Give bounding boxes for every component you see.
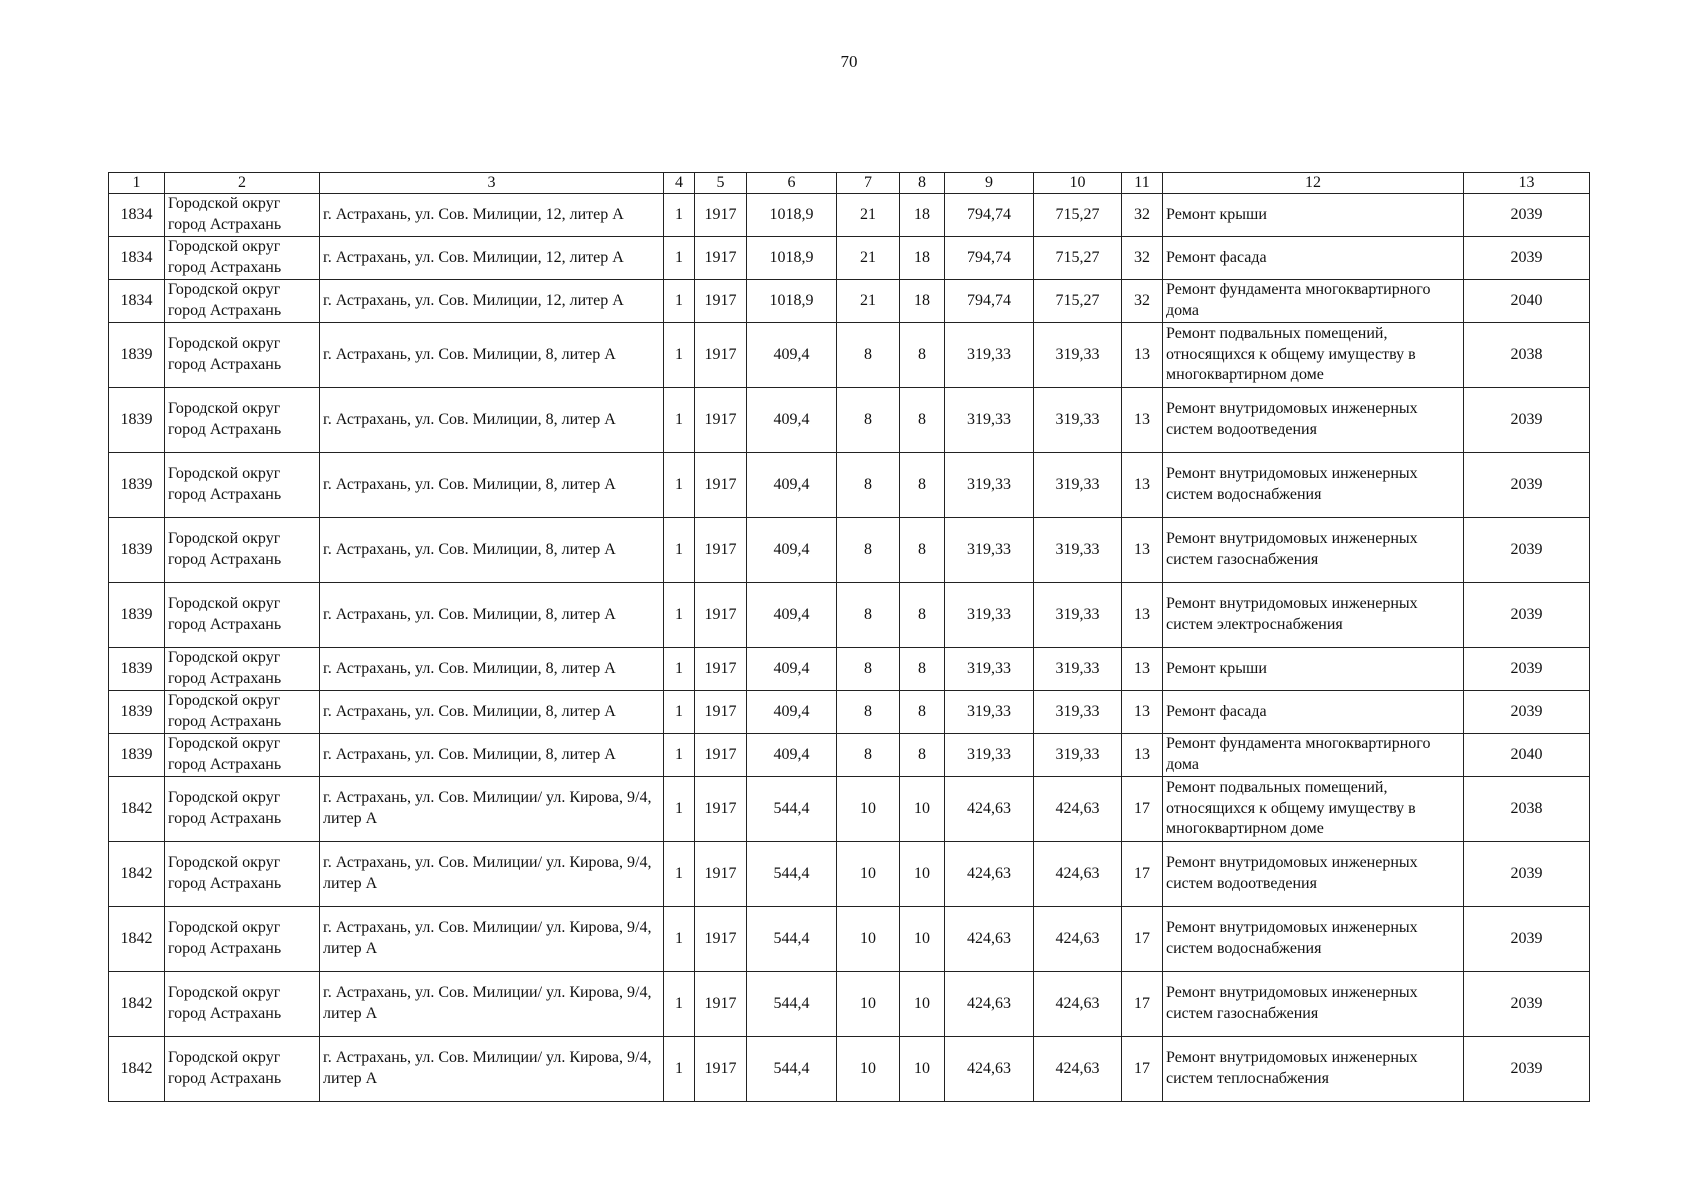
column-header: 9 xyxy=(945,173,1034,194)
table-cell: 1839 xyxy=(109,583,165,648)
data-table xyxy=(108,172,1590,1102)
table-cell: 409,4 xyxy=(747,388,837,453)
table-cell: 8 xyxy=(837,323,900,388)
table-cell: Ремонт внутридомовых инженерных систем водоснабжения xyxy=(1163,453,1464,518)
table-cell: 21 xyxy=(837,237,900,280)
table-cell: 8 xyxy=(837,583,900,648)
table-cell: 13 xyxy=(1122,691,1163,734)
column-header: 12 xyxy=(1163,173,1464,194)
table-cell: 2039 xyxy=(1464,388,1590,453)
table-cell: 1842 xyxy=(109,907,165,972)
table-cell: г. Астрахань, ул. Сов. Милиции, 12, литер А xyxy=(320,280,664,323)
table-cell: 1839 xyxy=(109,388,165,453)
table-cell: 1839 xyxy=(109,691,165,734)
table-cell: 1 xyxy=(664,907,695,972)
table-cell: 1917 xyxy=(695,583,747,648)
table-cell: 10 xyxy=(900,1037,945,1102)
table-cell: 424,63 xyxy=(945,907,1034,972)
table-cell: 424,63 xyxy=(1034,842,1122,907)
table-cell: 1834 xyxy=(109,280,165,323)
table-cell: 794,74 xyxy=(945,194,1034,237)
table-cell: 1842 xyxy=(109,777,165,842)
table-cell: 544,4 xyxy=(747,777,837,842)
table-cell: Ремонт подвальных помещений, относящихся к общему имуществу в многоквартирном доме xyxy=(1163,777,1464,842)
table-cell: 319,33 xyxy=(1034,388,1122,453)
table-cell: 1917 xyxy=(695,734,747,777)
table-row xyxy=(109,907,1590,972)
column-header: 8 xyxy=(900,173,945,194)
table-cell: 409,4 xyxy=(747,323,837,388)
table-cell: 715,27 xyxy=(1034,194,1122,237)
table-cell: 2040 xyxy=(1464,280,1590,323)
table-row xyxy=(109,972,1590,1037)
table-row xyxy=(109,648,1590,691)
table-cell: 8 xyxy=(837,691,900,734)
table-cell: г. Астрахань, ул. Сов. Милиции, 12, литер А xyxy=(320,237,664,280)
table-cell: 13 xyxy=(1122,648,1163,691)
table-cell: 10 xyxy=(837,1037,900,1102)
table-cell: 13 xyxy=(1122,734,1163,777)
table-cell: 1018,9 xyxy=(747,237,837,280)
table-cell: г. Астрахань, ул. Сов. Милиции, 8, литер А xyxy=(320,518,664,583)
table-cell: 424,63 xyxy=(1034,907,1122,972)
table-cell: 10 xyxy=(900,907,945,972)
table-cell: 1917 xyxy=(695,194,747,237)
table-cell: 1 xyxy=(664,972,695,1037)
column-header: 2 xyxy=(165,173,320,194)
table-cell: г. Астрахань, ул. Сов. Милиции, 8, литер А xyxy=(320,323,664,388)
table-cell: Городской округ город Астрахань xyxy=(165,194,320,237)
table-cell: 17 xyxy=(1122,1037,1163,1102)
table-cell: 18 xyxy=(900,194,945,237)
table-cell: 1 xyxy=(664,1037,695,1102)
table-cell: 1 xyxy=(664,734,695,777)
table-cell: 13 xyxy=(1122,518,1163,583)
table-header xyxy=(109,173,1590,194)
table-cell: 1917 xyxy=(695,1037,747,1102)
table-cell: 1842 xyxy=(109,1037,165,1102)
table-cell: 10 xyxy=(900,842,945,907)
table-cell: 1917 xyxy=(695,388,747,453)
table-cell: 1 xyxy=(664,388,695,453)
table-cell: 319,33 xyxy=(1034,323,1122,388)
table-cell: г. Астрахань, ул. Сов. Милиции, 8, литер А xyxy=(320,648,664,691)
table-cell: Ремонт крыши xyxy=(1163,194,1464,237)
table-cell: Ремонт внутридомовых инженерных систем водоотведения xyxy=(1163,388,1464,453)
table-cell: 2039 xyxy=(1464,237,1590,280)
table-cell: 1 xyxy=(664,842,695,907)
table-cell: 8 xyxy=(900,734,945,777)
table-cell: 8 xyxy=(900,648,945,691)
table-cell: 8 xyxy=(837,734,900,777)
table-row xyxy=(109,323,1590,388)
table-cell: Городской округ город Астрахань xyxy=(165,734,320,777)
table-cell: 319,33 xyxy=(945,691,1034,734)
table-cell: 319,33 xyxy=(1034,518,1122,583)
table-cell: 10 xyxy=(900,972,945,1037)
table-cell: 2039 xyxy=(1464,691,1590,734)
column-header: 3 xyxy=(320,173,664,194)
table-cell: 8 xyxy=(837,453,900,518)
table-cell: Ремонт крыши xyxy=(1163,648,1464,691)
header-row xyxy=(109,173,1590,194)
table-cell: г. Астрахань, ул. Сов. Милиции/ ул. Кирова, 9/4, литер А xyxy=(320,842,664,907)
table-cell: 1917 xyxy=(695,972,747,1037)
table-cell: 2039 xyxy=(1464,648,1590,691)
column-header: 5 xyxy=(695,173,747,194)
table-cell: 1917 xyxy=(695,280,747,323)
table-cell: 319,33 xyxy=(945,388,1034,453)
table-cell: Ремонт внутридомовых инженерных систем теплоснабжения xyxy=(1163,1037,1464,1102)
table-cell: 1839 xyxy=(109,453,165,518)
table-cell: 1 xyxy=(664,777,695,842)
table-cell: 10 xyxy=(837,907,900,972)
table-cell: 13 xyxy=(1122,323,1163,388)
table-cell: 1 xyxy=(664,323,695,388)
table-row xyxy=(109,237,1590,280)
table-cell: 424,63 xyxy=(945,842,1034,907)
table-cell: 794,74 xyxy=(945,280,1034,323)
table-cell: г. Астрахань, ул. Сов. Милиции, 8, литер А xyxy=(320,734,664,777)
column-header: 1 xyxy=(109,173,165,194)
table-cell: 409,4 xyxy=(747,518,837,583)
table-cell: Городской округ город Астрахань xyxy=(165,583,320,648)
table-cell: Ремонт подвальных помещений, относящихся к общему имуществу в многоквартирном доме xyxy=(1163,323,1464,388)
table-cell: 17 xyxy=(1122,972,1163,1037)
table-cell: 2039 xyxy=(1464,907,1590,972)
table-cell: 1917 xyxy=(695,842,747,907)
table-cell: Городской округ город Астрахань xyxy=(165,691,320,734)
table-cell: 319,33 xyxy=(1034,583,1122,648)
table-cell: 13 xyxy=(1122,388,1163,453)
column-header: 13 xyxy=(1464,173,1590,194)
table-cell: 17 xyxy=(1122,907,1163,972)
table-cell: 10 xyxy=(900,777,945,842)
table-row xyxy=(109,388,1590,453)
table-cell: Ремонт внутридомовых инженерных систем газоснабжения xyxy=(1163,972,1464,1037)
table-cell: 409,4 xyxy=(747,583,837,648)
table-cell: 8 xyxy=(900,388,945,453)
table-cell: Городской округ город Астрахань xyxy=(165,237,320,280)
column-header: 7 xyxy=(837,173,900,194)
table-body xyxy=(109,194,1590,1102)
table-cell: 319,33 xyxy=(945,323,1034,388)
table-cell: г. Астрахань, ул. Сов. Милиции/ ул. Кирова, 9/4, литер А xyxy=(320,777,664,842)
table-cell: г. Астрахань, ул. Сов. Милиции, 12, литер А xyxy=(320,194,664,237)
table-cell: 1842 xyxy=(109,842,165,907)
table-cell: 1834 xyxy=(109,237,165,280)
table-cell: 319,33 xyxy=(945,648,1034,691)
table-cell: 1839 xyxy=(109,323,165,388)
table-cell: 409,4 xyxy=(747,734,837,777)
table-cell: 544,4 xyxy=(747,972,837,1037)
table-cell: 10 xyxy=(837,842,900,907)
table-cell: 319,33 xyxy=(1034,453,1122,518)
table-cell: г. Астрахань, ул. Сов. Милиции, 8, литер А xyxy=(320,583,664,648)
table-cell: Городской округ город Астрахань xyxy=(165,648,320,691)
table-cell: 1834 xyxy=(109,194,165,237)
table-cell: 1917 xyxy=(695,323,747,388)
table-cell: 2038 xyxy=(1464,323,1590,388)
table-cell: 8 xyxy=(900,518,945,583)
table-cell: г. Астрахань, ул. Сов. Милиции/ ул. Кирова, 9/4, литер А xyxy=(320,907,664,972)
table-row xyxy=(109,734,1590,777)
table-row xyxy=(109,691,1590,734)
table-cell: 1917 xyxy=(695,777,747,842)
table-cell: 715,27 xyxy=(1034,280,1122,323)
table-cell: г. Астрахань, ул. Сов. Милиции/ ул. Кирова, 9/4, литер А xyxy=(320,1037,664,1102)
table-cell: 319,33 xyxy=(945,453,1034,518)
table-cell: г. Астрахань, ул. Сов. Милиции, 8, литер А xyxy=(320,691,664,734)
table-cell: 319,33 xyxy=(1034,734,1122,777)
table-cell: 1842 xyxy=(109,972,165,1037)
table-cell: Городской округ город Астрахань xyxy=(165,323,320,388)
table-cell: 1 xyxy=(664,583,695,648)
table-cell: 319,33 xyxy=(1034,691,1122,734)
table-cell: 2039 xyxy=(1464,583,1590,648)
table-cell: 1839 xyxy=(109,734,165,777)
table-cell: Ремонт внутридомовых инженерных систем водоотведения xyxy=(1163,842,1464,907)
table-row xyxy=(109,280,1590,323)
table-cell: 17 xyxy=(1122,842,1163,907)
table-cell: Ремонт фундамента многоквартирного дома xyxy=(1163,280,1464,323)
table-cell: 544,4 xyxy=(747,842,837,907)
table-cell: Городской округ город Астрахань xyxy=(165,280,320,323)
table-cell: 32 xyxy=(1122,237,1163,280)
table-cell: 544,4 xyxy=(747,907,837,972)
table-cell: Городской округ город Астрахань xyxy=(165,907,320,972)
table-cell: 715,27 xyxy=(1034,237,1122,280)
table-cell: 1839 xyxy=(109,648,165,691)
table-row xyxy=(109,1037,1590,1102)
table-cell: 8 xyxy=(837,388,900,453)
table-cell: 424,63 xyxy=(945,1037,1034,1102)
table-cell: 13 xyxy=(1122,453,1163,518)
table-cell: 2039 xyxy=(1464,518,1590,583)
table-cell: 1917 xyxy=(695,648,747,691)
table-cell: 17 xyxy=(1122,777,1163,842)
table-cell: 1917 xyxy=(695,907,747,972)
table-cell: Городской округ город Астрахань xyxy=(165,388,320,453)
table-row xyxy=(109,518,1590,583)
table-cell: 794,74 xyxy=(945,237,1034,280)
table-cell: 409,4 xyxy=(747,648,837,691)
table-cell: 10 xyxy=(837,777,900,842)
column-header: 6 xyxy=(747,173,837,194)
table-cell: 10 xyxy=(837,972,900,1037)
table-cell: 18 xyxy=(900,280,945,323)
table-cell: 1 xyxy=(664,453,695,518)
table-cell: 1917 xyxy=(695,691,747,734)
table-cell: 8 xyxy=(837,518,900,583)
table-cell: 424,63 xyxy=(1034,1037,1122,1102)
table-cell: 319,33 xyxy=(1034,648,1122,691)
table-cell: 544,4 xyxy=(747,1037,837,1102)
table-cell: 2040 xyxy=(1464,734,1590,777)
table-cell: 1018,9 xyxy=(747,194,837,237)
table-cell: 424,63 xyxy=(945,972,1034,1037)
table-cell: Городской округ город Астрахань xyxy=(165,972,320,1037)
table-row xyxy=(109,777,1590,842)
table-cell: 2038 xyxy=(1464,777,1590,842)
table-cell: Городской округ город Астрахань xyxy=(165,1037,320,1102)
table-row xyxy=(109,842,1590,907)
table-cell: 1 xyxy=(664,518,695,583)
table-cell: 424,63 xyxy=(1034,972,1122,1037)
table-cell: 8 xyxy=(900,691,945,734)
table-cell: 1917 xyxy=(695,518,747,583)
table-cell: 1 xyxy=(664,648,695,691)
table-cell: 1 xyxy=(664,280,695,323)
table-cell: Ремонт внутридомовых инженерных систем электроснабжения xyxy=(1163,583,1464,648)
table-cell: г. Астрахань, ул. Сов. Милиции/ ул. Кирова, 9/4, литер А xyxy=(320,972,664,1037)
table-cell: 1 xyxy=(664,237,695,280)
table-cell: Ремонт фундамента многоквартирного дома xyxy=(1163,734,1464,777)
table-cell: г. Астрахань, ул. Сов. Милиции, 8, литер А xyxy=(320,453,664,518)
table-cell: 319,33 xyxy=(945,734,1034,777)
column-header: 11 xyxy=(1122,173,1163,194)
table-cell: 2039 xyxy=(1464,453,1590,518)
table-cell: 8 xyxy=(900,323,945,388)
table-cell: Ремонт фасада xyxy=(1163,691,1464,734)
column-header: 4 xyxy=(664,173,695,194)
table-cell: 1 xyxy=(664,691,695,734)
table-cell: 21 xyxy=(837,280,900,323)
table-row xyxy=(109,583,1590,648)
table-cell: 21 xyxy=(837,194,900,237)
table-cell: Ремонт внутридомовых инженерных систем водоснабжения xyxy=(1163,907,1464,972)
page-number: 70 xyxy=(840,52,858,71)
table-cell: 8 xyxy=(900,453,945,518)
table-cell: 1839 xyxy=(109,518,165,583)
table-cell: 424,63 xyxy=(1034,777,1122,842)
table-row xyxy=(109,194,1590,237)
table-cell: 8 xyxy=(837,648,900,691)
table-cell: 319,33 xyxy=(945,583,1034,648)
table-cell: 13 xyxy=(1122,583,1163,648)
table-cell: 1917 xyxy=(695,453,747,518)
table-cell: Городской округ город Астрахань xyxy=(165,842,320,907)
table-cell: Городской округ город Астрахань xyxy=(165,518,320,583)
column-header: 10 xyxy=(1034,173,1122,194)
table-cell: 319,33 xyxy=(945,518,1034,583)
table-cell: 424,63 xyxy=(945,777,1034,842)
table-cell: 18 xyxy=(900,237,945,280)
table-cell: 1018,9 xyxy=(747,280,837,323)
table-row xyxy=(109,453,1590,518)
table-cell: 1 xyxy=(664,194,695,237)
table-cell: 32 xyxy=(1122,280,1163,323)
table-cell: г. Астрахань, ул. Сов. Милиции, 8, литер А xyxy=(320,388,664,453)
table-cell: Ремонт внутридомовых инженерных систем газоснабжения xyxy=(1163,518,1464,583)
table-cell: Городской округ город Астрахань xyxy=(165,453,320,518)
table-cell: 2039 xyxy=(1464,194,1590,237)
table-cell: 409,4 xyxy=(747,453,837,518)
table-cell: 409,4 xyxy=(747,691,837,734)
table-cell: 2039 xyxy=(1464,972,1590,1037)
table-cell: Городской округ город Астрахань xyxy=(165,777,320,842)
table-cell: 32 xyxy=(1122,194,1163,237)
table-cell: Ремонт фасада xyxy=(1163,237,1464,280)
table-cell: 8 xyxy=(900,583,945,648)
table-cell: 2039 xyxy=(1464,842,1590,907)
table-cell: 1917 xyxy=(695,237,747,280)
table-cell: 2039 xyxy=(1464,1037,1590,1102)
